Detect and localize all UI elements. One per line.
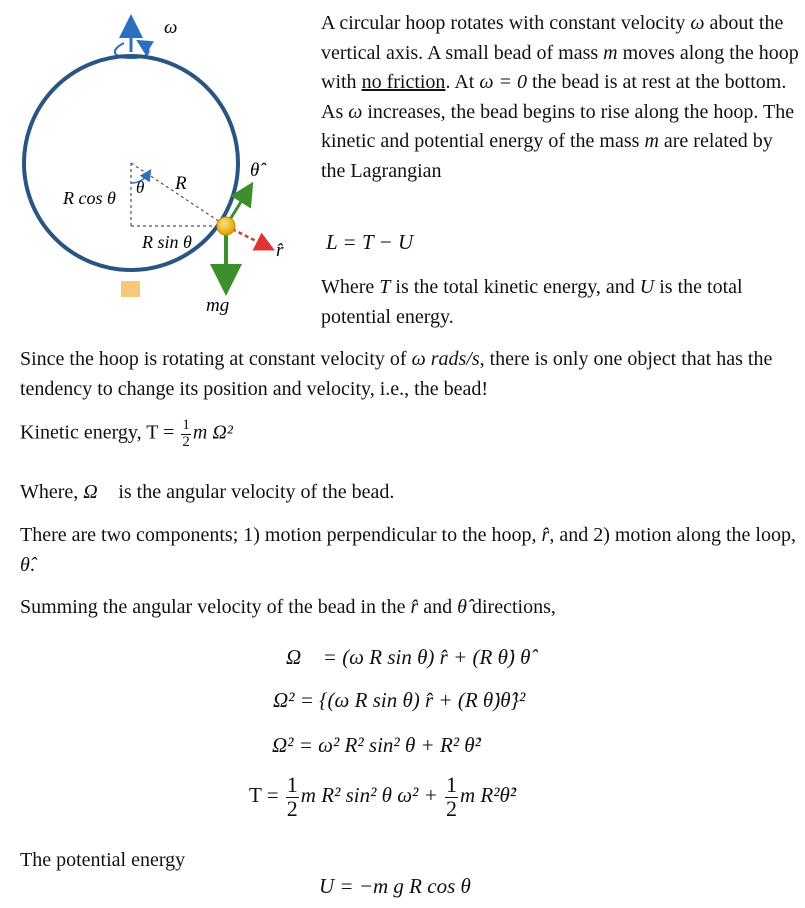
lagrangian-equation: L = T − U	[326, 230, 414, 254]
r-sin-label: R sin θ	[142, 232, 192, 252]
theta-hat-label: θ̂	[250, 160, 260, 181]
bead	[217, 217, 235, 235]
intro-paragraph: A circular hoop rotates with constant velocity ω about the vertical axis. A small bead of mass m moves along the hoop with no friction. At ω = 0 the bead is at rest at the bottom. As ω increases, the bead begins to rise along the hoop. The kinetic and potential energy of the mass m are related by the Lagrangian	[321, 12, 799, 182]
where-t-paragraph: Where T is the total kinetic energy, and U is the total potential energy.	[321, 276, 743, 328]
r-hat-label: r̂	[276, 240, 284, 261]
omega-vector-equation: Ω⃗ = (ω R sin θ) r̂ + (R θ̇) θ̂	[286, 645, 531, 669]
since-paragraph: Since the hoop is rotating at constant velocity of ω rads/s, there is only one object that has the tendency to change its position and velocity, i.e., the bead!	[20, 348, 773, 400]
r-cos-label: R cos θ	[63, 188, 116, 208]
hoop-base	[121, 281, 140, 297]
summing-line: Summing the angular velocity of the bead in the r̂ and θ̂ directions,	[20, 596, 556, 618]
potential-energy-equation: U = −m g R cos θ	[319, 874, 471, 898]
theta-label: θ	[136, 178, 145, 197]
r-label: R	[175, 173, 187, 194]
kinetic-energy-line: Kinetic energy, T = $\frac{1}{2}$ m Ω²	[20, 417, 233, 450]
omega-label: ω	[164, 17, 178, 38]
potential-energy-label: The potential energy	[20, 849, 186, 871]
components-paragraph: There are two components; 1) motion perpendicular to the hoop, r̂, and 2) motion along the loop, θ̂.	[20, 524, 796, 576]
omega-squared-equation: Ω² = ω² R² sin² θ + R² θ̇²	[272, 733, 481, 757]
hoop-diagram	[0, 0, 320, 330]
omega-squared-vector-equation: Ω² = {(ω R sin θ) r̂ + (R θ̇)θ̂}²	[273, 688, 526, 712]
mg-label: mg⃗	[206, 295, 244, 316]
kinetic-energy-equation: T = $\frac{1}{2}$ m R² sin² θ ω² + $\frac{1}{2}$ m R²θ̇²	[249, 772, 517, 821]
where-omega-line: Where, Ω⃗ is the angular velocity of the bead.	[20, 481, 395, 503]
